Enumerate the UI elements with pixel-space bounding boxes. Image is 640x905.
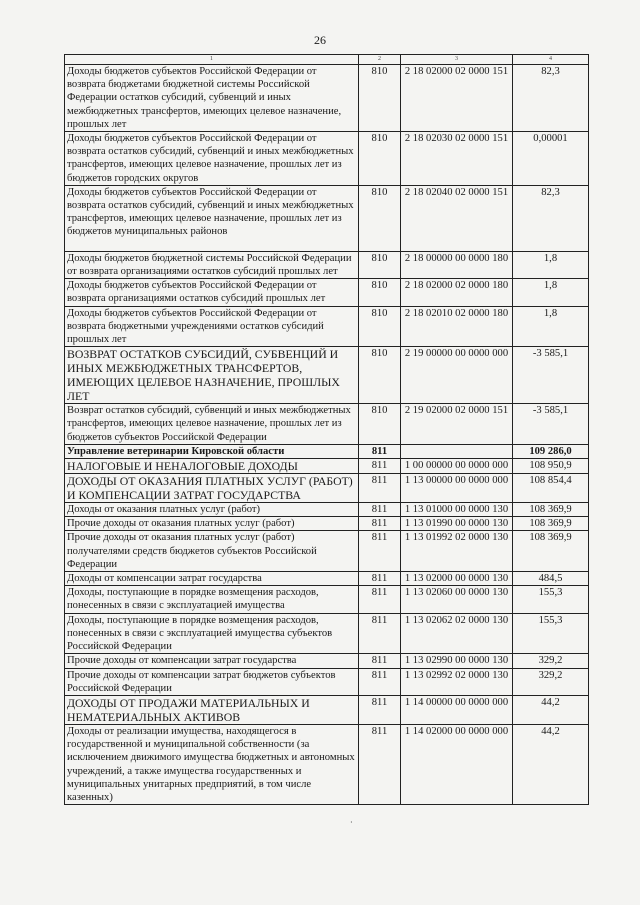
row-description: Доходы бюджетов субъектов Российской Федерации от возврата остатков субсидий, субвенций и иных межбюджетных трансфертов, имеющих целевое назначение, прошлых лет из бюджетов городских округов [65, 132, 359, 186]
row-admin-code: 811 [359, 474, 401, 503]
row-description: Управление ветеринарии Кировской области [65, 444, 359, 458]
row-amount: 109 286,0 [513, 444, 589, 458]
table-row [65, 724, 589, 804]
row-admin-code: 810 [359, 279, 401, 306]
table-row [65, 347, 589, 404]
page-speck: · [350, 818, 353, 827]
row-description: ДОХОДЫ ОТ ПРОДАЖИ МАТЕРИАЛЬНЫХ И НЕМАТЕРИАЛЬНЫХ АКТИВОВ [65, 695, 359, 724]
row-description: Доходы, поступающие в порядке возмещения расходов, понесенных в связи с эксплуатацией имущества [65, 586, 359, 613]
row-description: Прочие доходы от оказания платных услуг (работ) [65, 517, 359, 531]
row-description: Прочие доходы от компенсации затрат государства [65, 654, 359, 668]
row-amount: 108 950,9 [513, 459, 589, 474]
row-budget-code: 1 13 01992 02 0000 130 [401, 531, 513, 572]
row-amount: 108 369,9 [513, 503, 589, 517]
row-budget-code: 1 00 00000 00 0000 000 [401, 459, 513, 474]
row-budget-code: 2 18 02030 02 0000 151 [401, 132, 513, 186]
row-budget-code: 1 13 02990 00 0000 130 [401, 654, 513, 668]
row-amount: 108 854,4 [513, 474, 589, 503]
row-admin-code: 811 [359, 517, 401, 531]
row-budget-code: 1 13 02062 02 0000 130 [401, 613, 513, 654]
row-budget-code [401, 444, 513, 458]
row-admin-code: 810 [359, 185, 401, 251]
row-admin-code: 811 [359, 668, 401, 695]
table-row-section [65, 444, 589, 458]
table-row [65, 306, 589, 347]
row-amount: 108 369,9 [513, 517, 589, 531]
table-row [65, 613, 589, 654]
row-amount: 155,3 [513, 586, 589, 613]
header-col-4: 4 [513, 55, 589, 65]
page-number: 26 [314, 33, 326, 47]
revenue-table [64, 54, 589, 805]
row-admin-code: 811 [359, 503, 401, 517]
table-row [65, 517, 589, 531]
table-row [65, 404, 589, 445]
row-description: Возврат остатков субсидий, субвенций и иных межбюджетных трансфертов, имеющих целевое назначение, прошлых лет из бюджетов субъектов Российской Федерации [65, 404, 359, 445]
row-description: Прочие доходы от оказания платных услуг (работ) получателями средств бюджетов субъектов Российской Федерации [65, 531, 359, 572]
row-description: Доходы от компенсации затрат государства [65, 572, 359, 586]
row-description: ДОХОДЫ ОТ ОКАЗАНИЯ ПЛАТНЫХ УСЛУГ (РАБОТ) И КОМПЕНСАЦИИ ЗАТРАТ ГОСУДАРСТВА [65, 474, 359, 503]
row-budget-code: 2 18 02040 02 0000 151 [401, 185, 513, 251]
row-amount: 44,2 [513, 695, 589, 724]
header-col-2: 2 [359, 55, 401, 65]
row-admin-code: 811 [359, 654, 401, 668]
table-row [65, 586, 589, 613]
row-description: Прочие доходы от компенсации затрат бюджетов субъектов Российской Федерации [65, 668, 359, 695]
row-budget-code: 1 14 02000 00 0000 000 [401, 724, 513, 804]
row-budget-code: 1 13 02060 00 0000 130 [401, 586, 513, 613]
row-amount: 1,8 [513, 279, 589, 306]
row-amount: -3 585,1 [513, 404, 589, 445]
row-description: Доходы бюджетов субъектов Российской Федерации от возврата бюджетными учреждениями остатков субсидий прошлых лет [65, 306, 359, 347]
row-admin-code: 811 [359, 695, 401, 724]
row-amount: 82,3 [513, 65, 589, 132]
table-row [65, 531, 589, 572]
row-budget-code: 1 13 00000 00 0000 000 [401, 474, 513, 503]
row-amount: 155,3 [513, 613, 589, 654]
table-row [65, 668, 589, 695]
row-description: Доходы бюджетов субъектов Российской Федерации от возврата организациями остатков субсидий прошлых лет [65, 279, 359, 306]
header-col-3: 3 [401, 55, 513, 65]
table-row [65, 503, 589, 517]
table-row [65, 251, 589, 278]
row-budget-code: 1 13 01000 00 0000 130 [401, 503, 513, 517]
row-description: Доходы от оказания платных услуг (работ) [65, 503, 359, 517]
row-admin-code: 811 [359, 613, 401, 654]
row-description: Доходы бюджетов субъектов Российской Федерации от возврата бюджетами бюджетной системы Российской Федерации остатков субсидий, субвенций и иных межбюджетных трансфертов, имеющих целевое назначение, прошлых лет [65, 65, 359, 132]
table-row [65, 695, 589, 724]
row-budget-code: 2 18 02000 02 0000 151 [401, 65, 513, 132]
row-description: Доходы от реализации имущества, находящегося в государственной и муниципальной собственности (за исключением движимого имущества бюджетных и автономных учреждений, а также имущества государственных и муниципальных унитарных предприятий, в том числе казенных) [65, 724, 359, 804]
row-description: НАЛОГОВЫЕ И НЕНАЛОГОВЫЕ ДОХОДЫ [65, 459, 359, 474]
row-budget-code: 2 18 00000 00 0000 180 [401, 251, 513, 278]
row-description: Доходы бюджетов субъектов Российской Федерации от возврата остатков субсидий, субвенций и иных межбюджетных трансфертов, имеющих целевое назначение, прошлых лет из бюджетов муниципальных районов [65, 185, 359, 251]
row-amount: 1,8 [513, 306, 589, 347]
row-amount: 108 369,9 [513, 531, 589, 572]
row-admin-code: 811 [359, 724, 401, 804]
row-admin-code: 810 [359, 65, 401, 132]
row-admin-code: 810 [359, 132, 401, 186]
table-header-row [65, 55, 589, 65]
row-amount: 82,3 [513, 185, 589, 251]
table-row [65, 279, 589, 306]
row-budget-code: 2 19 00000 00 0000 000 [401, 347, 513, 404]
row-admin-code: 811 [359, 572, 401, 586]
row-description: Доходы, поступающие в порядке возмещения расходов, понесенных в связи с эксплуатацией имущества субъектов Российской Федерации [65, 613, 359, 654]
table-row [65, 459, 589, 474]
row-amount: 329,2 [513, 654, 589, 668]
row-admin-code: 810 [359, 404, 401, 445]
row-amount: 329,2 [513, 668, 589, 695]
row-admin-code: 811 [359, 444, 401, 458]
table-row [65, 572, 589, 586]
row-budget-code: 2 19 02000 02 0000 151 [401, 404, 513, 445]
table-row [65, 654, 589, 668]
row-admin-code: 811 [359, 459, 401, 474]
row-description: Доходы бюджетов бюджетной системы Российской Федерации от возврата организациями остатков субсидий прошлых лет [65, 251, 359, 278]
row-budget-code: 2 18 02000 02 0000 180 [401, 279, 513, 306]
row-amount: 0,00001 [513, 132, 589, 186]
table-row [65, 132, 589, 186]
row-amount: -3 585,1 [513, 347, 589, 404]
row-admin-code: 811 [359, 531, 401, 572]
table-row [65, 65, 589, 132]
row-admin-code: 811 [359, 586, 401, 613]
row-amount: 484,5 [513, 572, 589, 586]
row-budget-code: 1 14 00000 00 0000 000 [401, 695, 513, 724]
row-amount: 1,8 [513, 251, 589, 278]
table-row [65, 185, 589, 251]
header-col-1: 1 [65, 55, 359, 65]
row-budget-code: 2 18 02010 02 0000 180 [401, 306, 513, 347]
row-admin-code: 810 [359, 347, 401, 404]
row-budget-code: 1 13 01990 00 0000 130 [401, 517, 513, 531]
row-budget-code: 1 13 02992 02 0000 130 [401, 668, 513, 695]
row-admin-code: 810 [359, 251, 401, 278]
row-description: ВОЗВРАТ ОСТАТКОВ СУБСИДИЙ, СУБВЕНЦИЙ И ИНЫХ МЕЖБЮДЖЕТНЫХ ТРАНСФЕРТОВ, ИМЕЮЩИХ ЦЕЛЕВОЕ НАЗНАЧЕНИЕ, ПРОШЛЫХ ЛЕТ [65, 347, 359, 404]
table-row [65, 474, 589, 503]
row-budget-code: 1 13 02000 00 0000 130 [401, 572, 513, 586]
row-amount: 44,2 [513, 724, 589, 804]
row-admin-code: 810 [359, 306, 401, 347]
